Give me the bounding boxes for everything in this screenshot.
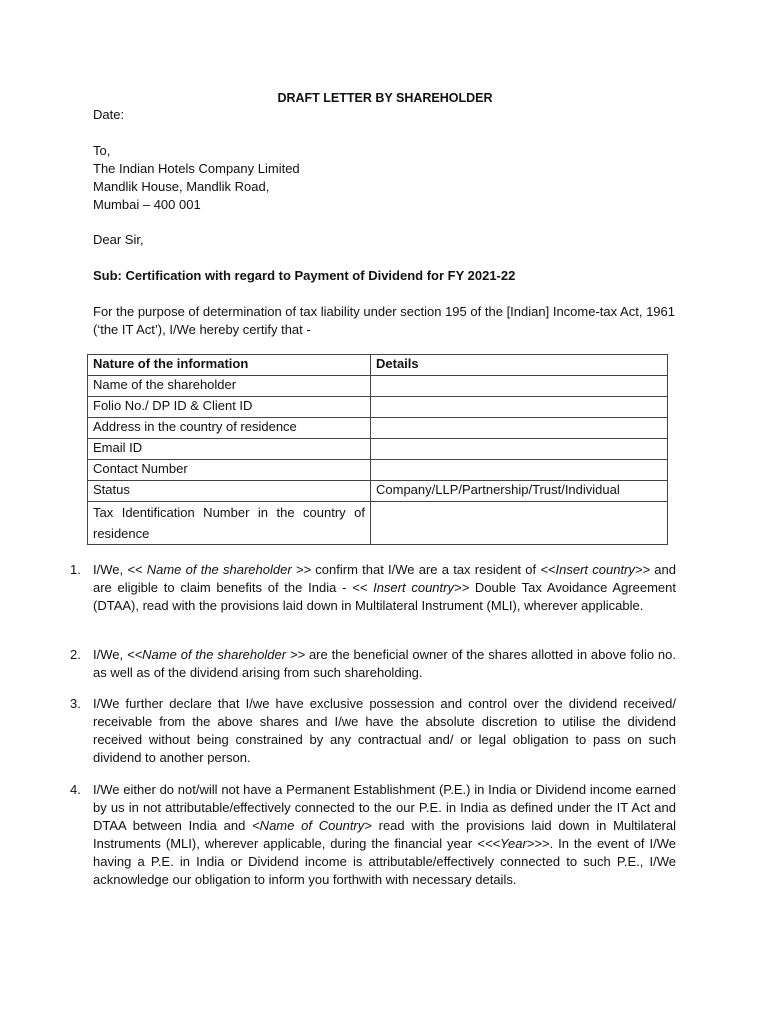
table-row	[88, 418, 668, 439]
information-table	[87, 354, 668, 545]
table-row	[88, 502, 668, 545]
table-row	[88, 439, 668, 460]
table-cell-nature: Address in the country of residence	[88, 418, 371, 439]
table-cell-nature: Contact Number	[88, 460, 371, 481]
address-company: The Indian Hotels Company Limited	[93, 161, 300, 176]
list-item	[70, 695, 676, 767]
list-item	[70, 646, 676, 682]
table-header-nature: Nature of the information	[88, 355, 371, 376]
list-number: 3.	[70, 696, 81, 711]
document-title: DRAFT LETTER BY SHAREHOLDER	[277, 91, 493, 105]
table-cell-nature: Name of the shareholder	[88, 376, 371, 397]
table-header-details: Details	[371, 355, 668, 376]
table-cell-details	[371, 418, 668, 439]
table-row	[88, 481, 668, 502]
recipient-address	[93, 142, 300, 214]
table-cell-nature: Folio No./ DP ID & Client ID	[88, 397, 371, 418]
table-cell-nature: Tax Identification Number in the country of residence	[88, 502, 371, 545]
date-label: Date:	[93, 107, 125, 122]
list-text: I/We, <<Name of the shareholder >> are the beneficial owner of the shares allotted in above folio no. as well as of the dividend arising from such shareholding.	[93, 647, 677, 680]
list-number: 4.	[70, 782, 81, 797]
list-text: I/We either do not/will not have a Permanent Establishment (P.E.) in India or Dividend income earned by us in not attributable/effectively connected to the our P.E. in India as defined under the IT Act and DTAA between India and <Name of Country> read with the provisions laid down in Multilateral Instruments (MLI), wherever applicable, during the financial year <<<Year>>>. In the event of I/We having a P.E. in India or Dividend income is attributable/effectively connected to such P.E., I/We acknowledge our obligation to inform you forthwith with necessary details.	[93, 782, 677, 887]
list-text: I/We further declare that I/we have exclusive possession and control over the dividend received/ receivable from the above shares and I/we have the absolute discretion to utilise the dividend received without being constrained by any contractual and/ or legal obligation to pass on such dividend to another person.	[93, 696, 676, 765]
table-cell-details: Company/LLP/Partnership/Trust/Individual	[371, 481, 668, 502]
table-cell-details	[371, 376, 668, 397]
salutation: Dear Sir,	[93, 232, 144, 247]
list-item	[70, 561, 676, 615]
list-number: 2.	[70, 647, 81, 662]
list-text: I/We, << Name of the shareholder >> confirm that I/We are a tax resident of <<Insert country>> and are eligible to claim benefits of the India - << Insert country>> Double Tax Avoidance Agreement (DTAA), read with the provisions laid down in Multilateral Instrument (MLI), wherever applicable.	[93, 562, 676, 613]
table-cell-details	[371, 439, 668, 460]
intro-paragraph: For the purpose of determination of tax liability under section 195 of the [Indian] Income-tax Act, 1961 (‘the IT Act’), I/We hereby certify that -	[93, 304, 675, 337]
table-cell-details	[371, 502, 668, 545]
table-cell-details	[371, 460, 668, 481]
list-number: 1.	[70, 562, 81, 577]
address-street: Mandlik House, Mandlik Road,	[93, 179, 270, 194]
table-cell-nature: Email ID	[88, 439, 371, 460]
address-city: Mumbai – 400 001	[93, 197, 201, 212]
table-header-row	[88, 355, 668, 376]
table-cell-details	[371, 397, 668, 418]
address-to: To,	[93, 143, 111, 158]
table-row	[88, 460, 668, 481]
table-row	[88, 376, 668, 397]
subject-line: Sub: Certification with regard to Payment of Dividend for FY 2021-22	[93, 268, 516, 283]
table-cell-nature: Status	[88, 481, 371, 502]
table-row	[88, 397, 668, 418]
list-item	[70, 781, 676, 889]
